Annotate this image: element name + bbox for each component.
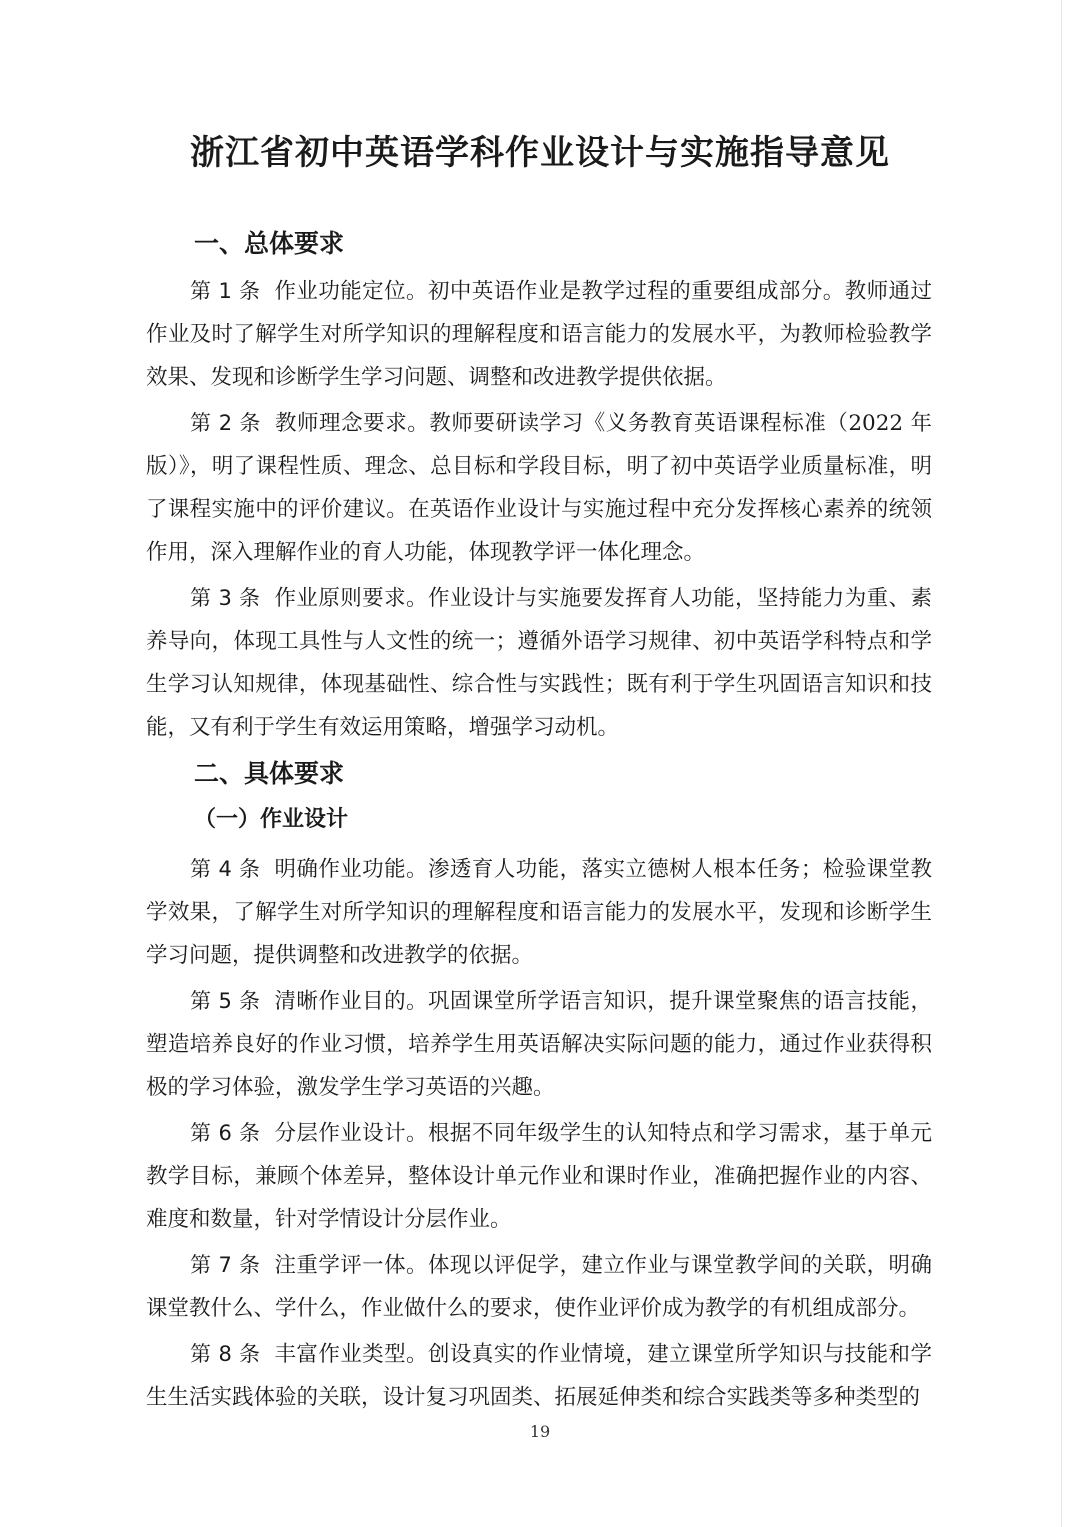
article-1 <box>146 270 932 399</box>
subsection-heading-design: （一）作业设计 <box>194 807 349 832</box>
article-text: 清晰作业目的。巩固课堂所学语言知识，提升课堂聚焦的语言技能，塑造培养良好的作业习惯，培养学生用英语解决实际问题的能力，通过作业获得积极的学习体验，激发学生学习英语的兴趣。 <box>146 989 932 1100</box>
page-edge-line <box>1061 0 1062 1527</box>
article-text: 教师理念要求。教师要研读学习《义务教育英语课程标准（2022 年版）》，明了课程性质、理念、总目标和学段目标，明了初中英语学业质量标准，明了课程实施中的评价建议。在英语作业设计与实施过程中充分发挥核心素养的统领作用，深入理解作业的育人功能，体现教学评一体化理念。 <box>146 411 932 565</box>
article-number: 第 4 条 <box>190 857 261 881</box>
article-2 <box>146 402 932 574</box>
article-number: 第 7 条 <box>190 1253 261 1277</box>
article-text: 作业功能定位。初中英语作业是教学过程的重要组成部分。教师通过作业及时了解学生对所学知识的理解程度和语言能力的发展水平，为教师检验教学效果、发现和诊断学生学习问题、调整和改进教学提供依据。 <box>146 279 932 390</box>
article-number: 第 3 条 <box>190 586 261 610</box>
article-number: 第 5 条 <box>190 989 261 1013</box>
article-number: 第 1 条 <box>190 279 261 303</box>
page-number: 19 <box>529 1422 551 1441</box>
article-6 <box>146 1112 932 1241</box>
article-3 <box>146 577 932 749</box>
article-number: 第 6 条 <box>190 1121 261 1145</box>
article-7 <box>146 1244 932 1330</box>
article-4 <box>146 848 932 977</box>
section-heading-specific: 二、具体要求 <box>194 759 345 788</box>
article-8 <box>146 1333 932 1419</box>
article-text: 分层作业设计。根据不同年级学生的认知特点和学习需求，基于单元教学目标，兼顾个体差异，整体设计单元作业和课时作业，准确把握作业的内容、难度和数量，针对学情设计分层作业。 <box>146 1121 932 1232</box>
article-number: 第 2 条 <box>190 411 261 435</box>
document-body <box>146 222 932 1422</box>
article-text: 丰富作业类型。创设真实的作业情境，建立课堂所学知识与技能和学生生活实践体验的关联，设计复习巩固类、拓展延伸类和综合实践类等多种类型的 <box>146 1342 932 1410</box>
article-number: 第 8 条 <box>190 1342 261 1366</box>
article-text: 作业原则要求。作业设计与实施要发挥育人功能，坚持能力为重、素养导向，体现工具性与人文性的统一；遵循外语学习规律、初中英语学科特点和学生学习认知规律，体现基础性、综合性与实践性；既有利于学生巩固语言知识和技能，又有利于学生有效运用策略，增强学习动机。 <box>146 586 932 740</box>
article-text: 注重学评一体。体现以评促学，建立作业与课堂教学间的关联，明确课堂教什么、学什么，作业做什么的要求，使作业评价成为教学的有机组成部分。 <box>146 1253 932 1321</box>
article-text: 明确作业功能。渗透育人功能，落实立德树人根本任务；检验课堂教学效果，了解学生对所学知识的理解程度和语言能力的发展水平，发现和诊断学生学习问题，提供调整和改进教学的依据。 <box>146 857 932 968</box>
section-heading-general: 一、总体要求 <box>194 229 345 258</box>
article-5 <box>146 980 932 1109</box>
document-title: 浙江省初中英语学科作业设计与实施指导意见 <box>190 133 890 173</box>
